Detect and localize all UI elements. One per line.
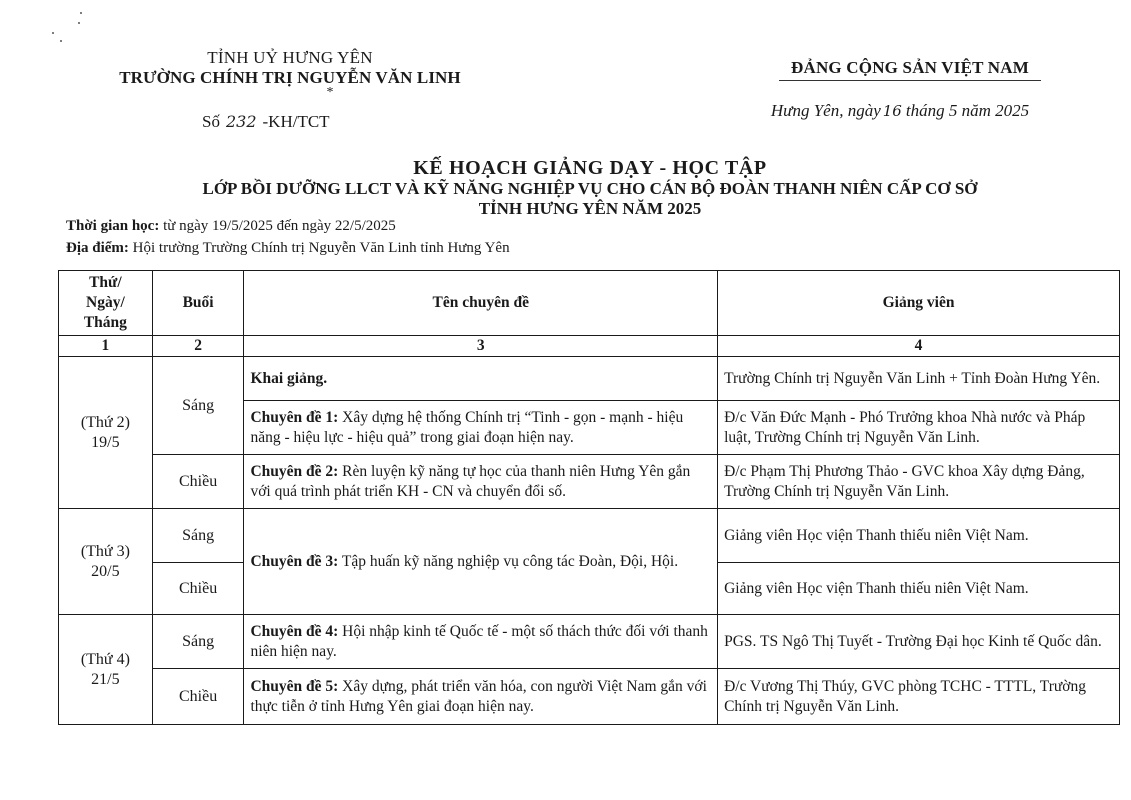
title-line-2: LỚP BỒI DƯỠNG LLCT VÀ KỸ NĂNG NGHIỆP VỤ CHO CÁN BỘ ĐOÀN THANH NIÊN CẤP CƠ SỞ	[202, 179, 978, 198]
column-index-row	[59, 336, 1120, 357]
study-time-label: Thời gian học:	[66, 218, 160, 234]
col-header-day-l1: Thứ/	[89, 274, 122, 291]
date-suffix: tháng 5 năm 2025	[905, 101, 1030, 120]
star-mark: *	[326, 85, 334, 100]
scan-speck	[78, 22, 80, 24]
study-place-label: Địa điểm:	[66, 240, 129, 256]
study-time	[66, 218, 396, 235]
table-row	[59, 509, 1120, 563]
document-number	[202, 112, 330, 132]
col-header-day-l2: Ngày/	[86, 294, 125, 311]
issuer-block	[60, 48, 520, 98]
day-weekday: (Thứ 3)	[80, 542, 130, 560]
table-row	[59, 669, 1120, 725]
table-row	[59, 455, 1120, 509]
day-date: 19/5	[91, 433, 120, 451]
title-line-1: KẾ HOẠCH GIẢNG DẠY - HỌC TẬP	[413, 157, 767, 179]
party-name: ĐẢNG CỘNG SẢN VIỆT NAM	[790, 58, 1030, 77]
topic-key: Chuyên đề 2:	[250, 462, 339, 480]
session-cell: Chiều	[152, 669, 244, 725]
column-index: 3	[244, 336, 718, 357]
topic-text: Rèn luyện kỹ năng tự học của thanh niên Hưng Yên gắn với quá trình phát triển KH - CN và chuyển đổi số.	[250, 462, 691, 500]
topic-key: Chuyên đề 3:	[250, 552, 339, 570]
session-cell: Chiều	[152, 563, 244, 615]
province-committee: TỈNH UỶ HƯNG YÊN	[207, 48, 373, 67]
title-line-3: TỈNH HƯNG YÊN NĂM 2025	[478, 199, 702, 218]
topic-text: Tập huấn kỹ năng nghiệp vụ công tác Đoàn, Đội, Hội.	[341, 552, 679, 570]
topic-text: Xây dựng, phát triển văn hóa, con người Việt Nam gắn với thực tiễn ở tỉnh Hưng Yên giai đoạn hiện nay.	[250, 677, 707, 715]
scan-speck	[52, 32, 54, 34]
topic-cell	[244, 509, 718, 615]
day-date: 21/5	[91, 670, 120, 688]
session-cell: Sáng	[152, 509, 244, 563]
topic-text: Hội nhập kinh tế Quốc tế - một số thách thức đối với thanh niên hiện nay.	[250, 622, 708, 660]
scan-speck	[60, 40, 62, 42]
topic-cell	[244, 357, 718, 401]
lecturer-cell: PGS. TS Ngô Thị Tuyết - Trường Đại học Kinh tế Quốc dân.	[718, 615, 1120, 669]
study-place-value: Hội trường Trường Chính trị Nguyễn Văn Linh tỉnh Hưng Yên	[132, 240, 510, 256]
day-cell	[59, 509, 153, 615]
schedule-table	[58, 270, 1120, 725]
table-header-row	[59, 271, 1120, 336]
col-header-topic: Tên chuyên đề	[244, 271, 718, 336]
plan-title	[110, 157, 1070, 219]
day-cell	[59, 615, 153, 725]
lecturer-cell: Đ/c Văn Đức Mạnh - Phó Trưởng khoa Nhà nước và Pháp luật, Trường Chính trị Nguyễn Văn Linh.	[718, 401, 1120, 455]
topic-key: Chuyên đề 1:	[250, 408, 339, 426]
lecturer-cell: Giảng viên Học viện Thanh thiếu niên Việt Nam.	[718, 509, 1120, 563]
topic-cell	[244, 615, 718, 669]
table-row	[59, 615, 1120, 669]
column-index: 2	[152, 336, 244, 357]
document-date	[730, 101, 1070, 121]
day-cell	[59, 357, 153, 509]
date-prefix: Hưng Yên, ngày	[770, 101, 881, 120]
lecturer-cell: Đ/c Vương Thị Thúy, GVC phòng TCHC - TTTL, Trường Chính trị Nguyễn Văn Linh.	[718, 669, 1120, 725]
col-header-session: Buổi	[152, 271, 244, 336]
topic-key: Chuyên đề 4:	[250, 622, 339, 640]
scan-speck	[80, 12, 82, 14]
lecturer-cell: Đ/c Phạm Thị Phương Thảo - GVC khoa Xây dựng Đảng, Trường Chính trị Nguyễn Văn Linh.	[718, 455, 1120, 509]
topic-key: Chuyên đề 5:	[250, 677, 339, 695]
col-header-day-l3: Tháng	[83, 314, 127, 331]
col-header-day	[59, 271, 153, 336]
number-prefix: Số	[202, 112, 220, 131]
party-heading	[760, 58, 1060, 81]
day-weekday: (Thứ 4)	[80, 650, 130, 668]
column-index: 4	[718, 336, 1120, 357]
session-cell: Sáng	[152, 357, 244, 455]
date-day: 16	[882, 102, 902, 120]
party-underline	[779, 80, 1041, 81]
topic-cell	[244, 401, 718, 455]
topic-cell	[244, 455, 718, 509]
day-weekday: (Thứ 2)	[80, 413, 130, 431]
day-date: 20/5	[91, 562, 120, 580]
lecturer-cell: Giảng viên Học viện Thanh thiếu niên Việt Nam.	[718, 563, 1120, 615]
topic-opening: Khai giảng.	[250, 369, 328, 387]
study-place	[66, 240, 510, 257]
column-index: 1	[59, 336, 153, 357]
number-handwritten: 232	[225, 112, 257, 131]
study-time-value: từ ngày 19/5/2025 đến ngày 22/5/2025	[163, 218, 396, 234]
session-cell: Sáng	[152, 615, 244, 669]
lecturer-cell: Trường Chính trị Nguyễn Văn Linh + Tỉnh Đoàn Hưng Yên.	[718, 357, 1120, 401]
number-suffix: -KH/TCT	[262, 112, 330, 131]
topic-text: Xây dựng hệ thống Chính trị “Tinh - gọn - mạnh - hiệu năng - hiệu lực - hiệu quả” trong giai đoạn hiện nay.	[250, 408, 684, 446]
session-cell: Chiều	[152, 455, 244, 509]
table-row	[59, 357, 1120, 401]
school-name: TRƯỜNG CHÍNH TRỊ NGUYỄN VĂN LINH	[119, 68, 461, 87]
col-header-lecturer: Giảng viên	[718, 271, 1120, 336]
topic-cell	[244, 669, 718, 725]
